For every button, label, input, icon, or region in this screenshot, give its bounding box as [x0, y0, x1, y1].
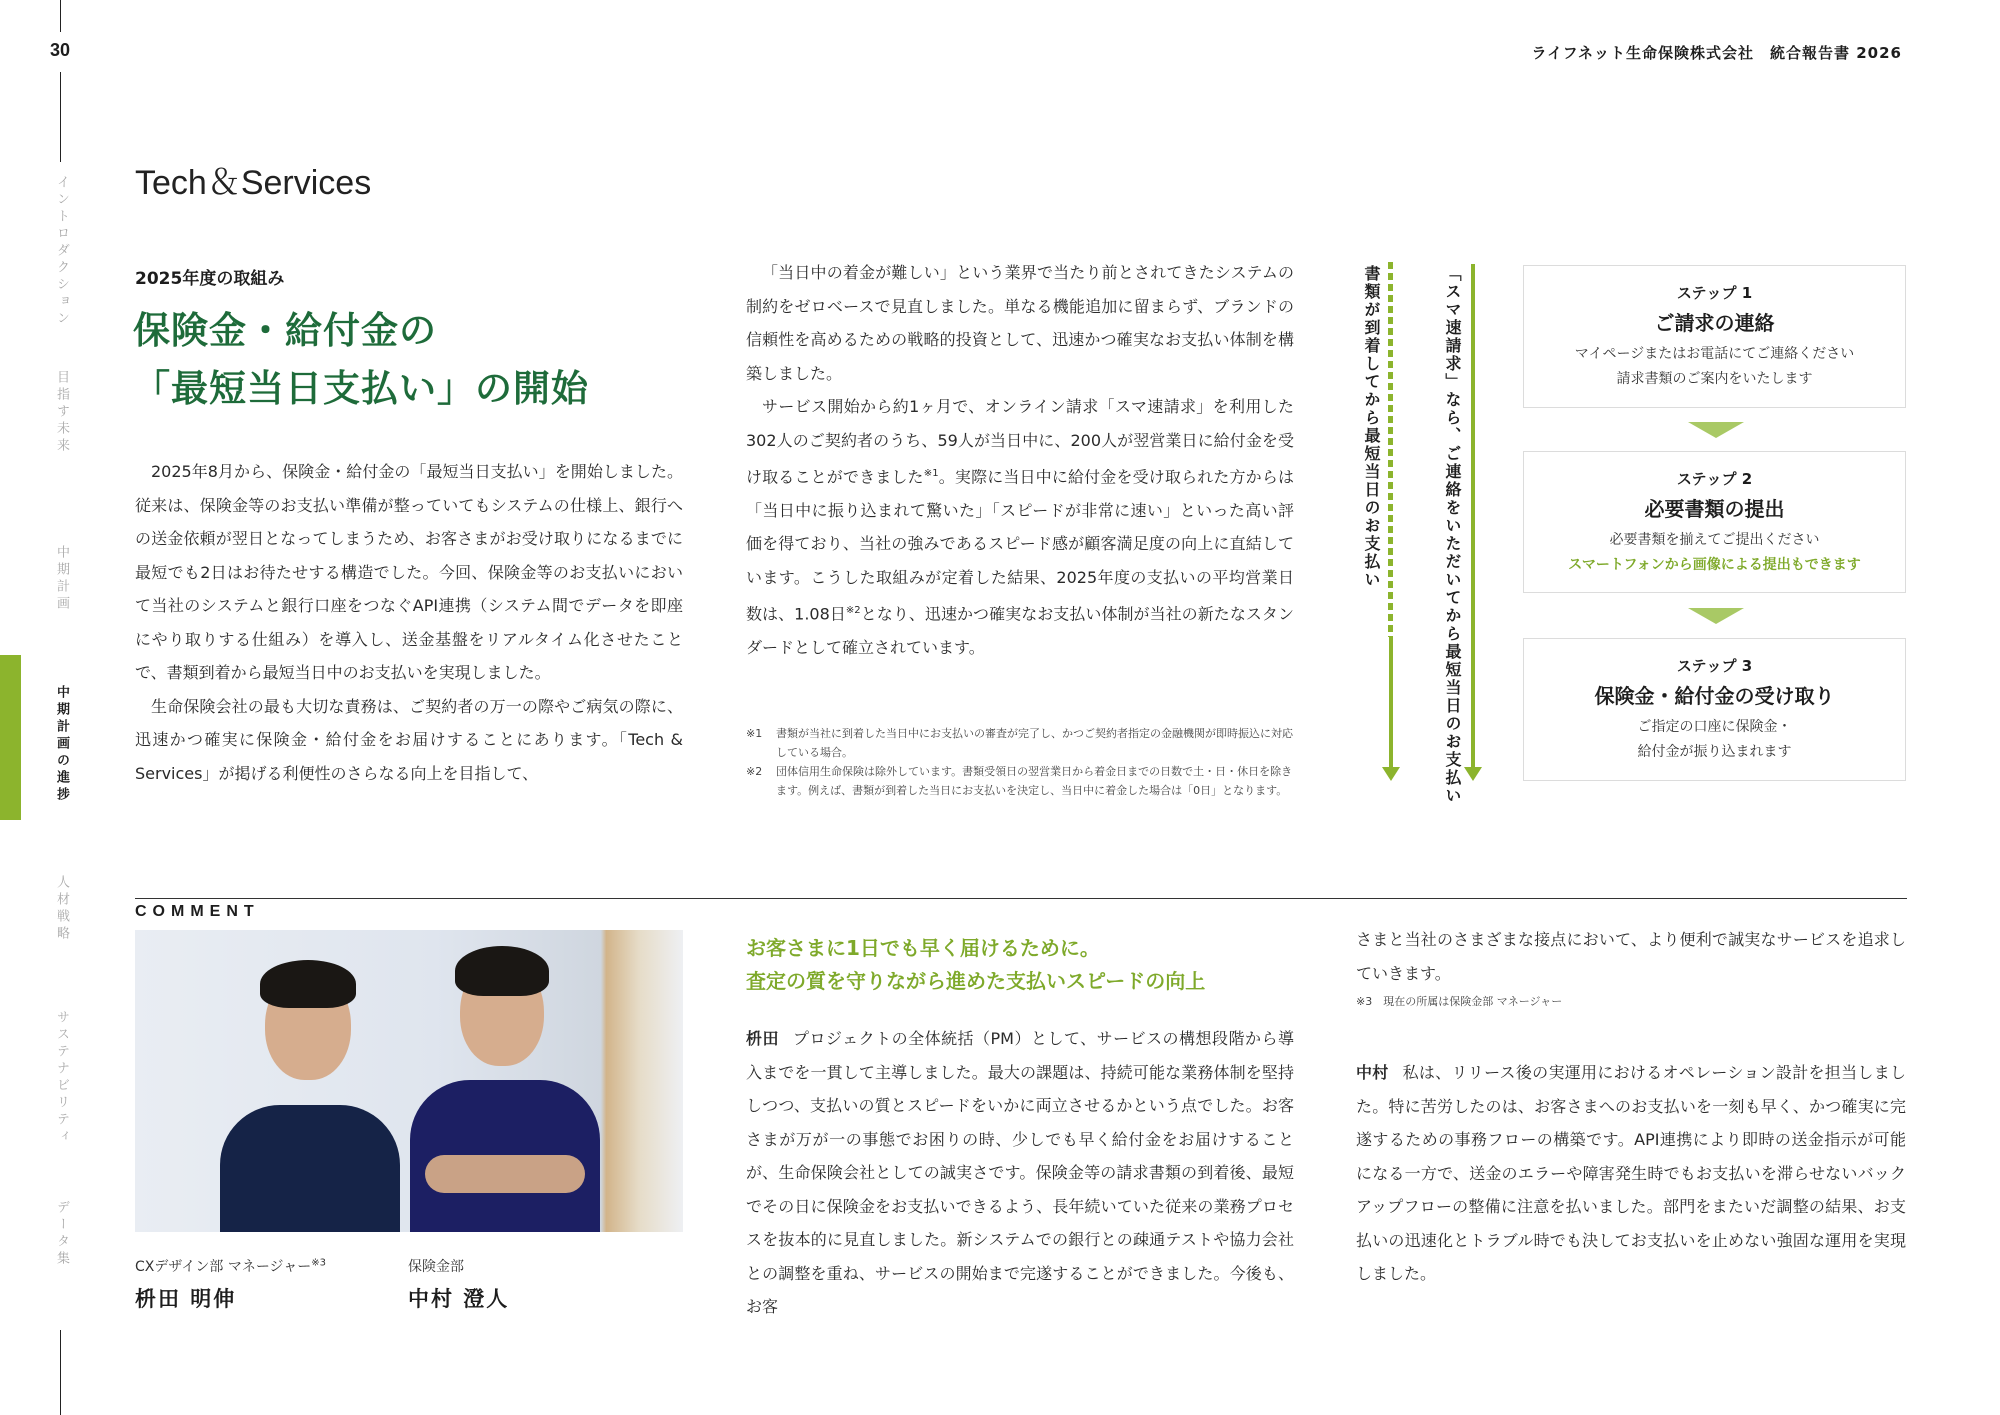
- headline-line1: 保険金・給付金の: [133, 309, 437, 352]
- col2-text-b: 。実際に当日中に給付金を受け取られた方からは「当日中に振り込まれて驚いた」「スピードが非常に速い」といった高い評価を得ており、当社の強みであるスピード感が顧客満足度の向上に直結しています。こうした取組みが定着した結果、2025年度の支払いの平均営業日数は、1.08日: [746, 467, 1294, 624]
- staff-photo: [135, 930, 683, 1232]
- step-2-desc-line2: スマートフォンから画像による提出もできます: [1568, 557, 1861, 573]
- step-3-desc-line1: ご指定の口座に保険金・: [1637, 719, 1792, 735]
- footnote-1-mark: ※1: [746, 727, 763, 740]
- nav-sustainability[interactable]: サステナビリティ: [54, 1010, 69, 1146]
- step-3-box: [1523, 638, 1906, 781]
- step-chevron-2: [1688, 608, 1744, 624]
- col2-paragraph-2: [746, 390, 1294, 665]
- flow-label-inner: 「スマ速請求」なら、ご連絡をいただいてから最短当日のお支払い: [1443, 265, 1462, 805]
- flow-line-dotted: [1388, 262, 1393, 637]
- person1-role-sup: ※3: [311, 1257, 327, 1269]
- person1-name: 枡田 明伸: [135, 1287, 237, 1311]
- speaker1-paragraph: [746, 1022, 1294, 1324]
- comment-headline-line1: お客さまに1日でも早く届けるために。: [746, 936, 1100, 960]
- section-title: Tech＆Services: [135, 164, 372, 202]
- step-2-desc-line1: 必要書類を揃えてご提出ください: [1609, 532, 1820, 548]
- rail-line-bottom: [60, 1330, 61, 1415]
- nav-midterm-progress[interactable]: 中期計画の進捗: [54, 685, 69, 804]
- nav-future[interactable]: 目指す未来: [54, 370, 69, 455]
- step-3-label: ステップ 3: [1676, 657, 1753, 675]
- person1-role-text: CXデザイン部 マネージャー: [135, 1259, 312, 1275]
- step-1-label: ステップ 1: [1676, 284, 1753, 302]
- speaker2-paragraph: [1356, 1056, 1906, 1291]
- speaker2-text: 私は、リリース後の実運用におけるオペレーション設計を担当しました。特に苦労したのは、お客さまへのお支払いを一刻も早く、かつ確実に完遂するための事務フローの構築です。API連携により即時の送金指示が可能になる一方で、送金のエラーや障害発生時でもお支払いを滞らせないバックアップフローの整備に注意を払いました。部門をまたいだ調整の結果、お支払いの迅速化とトラブル時でも決してお支払いを止めない強固な運用を実現しました。: [1356, 1063, 1906, 1283]
- page-number: 30: [50, 40, 71, 60]
- section-divider: [135, 898, 1907, 899]
- footnote-2: [746, 762, 1294, 800]
- article-column-1: [135, 455, 683, 790]
- person2-role: 保険金部: [408, 1259, 464, 1275]
- nav-data[interactable]: データ集: [54, 1200, 69, 1268]
- flow-arrow-inner: [1464, 767, 1482, 781]
- step-2-title: 必要書類の提出: [1644, 497, 1785, 521]
- article-column-2: [746, 256, 1294, 665]
- step-2-desc: [1524, 528, 1905, 578]
- speaker1-text: プロジェクトの全体統括（PM）として、サービスの構想段階から導入までを一貫して主導しました。最大の課題は、持続可能な業務体制を堅持しつつ、支払いの質とスピードをいかに両立させるかという点でした。お客さまが万が一の事態でお困りの時、少しでも早く給付金をお届けすることが、生命保険会社としての誠実さです。保険金等の請求書類の到着後、最短でその日に保険金をお支払いできるよう、長年続いていた従来の業務プロセスを抜本的に見直しました。新システムでの銀行との疎通テストや協力会社との調整を重ね、サービスの開始まで完遂することができました。今後も、お客: [746, 1029, 1294, 1316]
- footnotes: [746, 724, 1294, 800]
- step-1-desc-line1: マイページまたはお電話にてご連絡ください: [1574, 346, 1855, 362]
- col2-text-a: サービス開始から約1ヶ月で、オンライン請求「スマ速請求」を利用した302人のご契約者のうち、59人が当日中に、200人が翌営業日に給付金を受け取ることができました: [746, 397, 1294, 487]
- speaker1-name: 枡田: [746, 1029, 779, 1048]
- col2-text-c: となり、迅速かつ確実なお支払い体制が当社の新たなスタンダードとして確立されています。: [746, 604, 1294, 658]
- rail-line-top: [60, 0, 61, 32]
- comment-label: COMMENT: [135, 903, 260, 920]
- footnote-1-text: 書類が当社に到着した当日中にお支払いの審査が完了し、かつご契約者指定の金融機関が即時振込に対応している場合。: [776, 727, 1293, 759]
- person-left-hair: [260, 960, 356, 1008]
- comment-headline: [746, 932, 1205, 998]
- step-1-title: ご請求の連絡: [1654, 311, 1775, 335]
- person2-name: 中村 澄人: [408, 1287, 510, 1311]
- nav-introduction[interactable]: イントロダクション: [54, 175, 69, 328]
- flow-arrow-outer: [1382, 767, 1400, 781]
- step-1-desc: [1524, 342, 1905, 392]
- comment-column-2-top: [1356, 923, 1906, 990]
- step-2-box: [1523, 451, 1906, 593]
- rail-active-indicator: [0, 655, 21, 820]
- article-headline: [133, 302, 589, 418]
- headline-line2: 「最短当日支払い」の開始: [133, 367, 589, 410]
- comment-headline-line2: 査定の質を守りながら進めた支払いスピードの向上: [746, 969, 1206, 993]
- step-3-title: 保険金・給付金の受け取り: [1594, 684, 1835, 708]
- step-3-desc: [1524, 715, 1905, 765]
- step-chevron-1: [1688, 422, 1744, 438]
- comment-column-2: [1356, 1056, 1906, 1291]
- article-kicker: 2025年度の取組み: [135, 269, 285, 289]
- nav-midterm-plan[interactable]: 中期計画: [54, 545, 69, 613]
- nav-human-capital[interactable]: 人材戦略: [54, 875, 69, 943]
- footnote-ref-1: ※1: [923, 468, 939, 479]
- speaker2-name: 中村: [1356, 1063, 1389, 1082]
- col1-paragraph-1: 2025年8月から、保険金・給付金の「最短当日支払い」を開始しました。従来は、保険金等のお支払い準備が整っていてもシステムの仕様上、銀行への送金依頼が翌日となってしまうため、お客さまがお受け取りになるまでに最短でも2日はお待たせする構造でした。今回、保険金等のお支払いにおいて当社のシステムと銀行口座をつなぐAPI連携（システム間でデータを即座にやり取りする仕組み）を導入し、送金基盤をリアルタイム化させたことで、書類到着から最短当日中のお支払いを実現しました。: [135, 462, 683, 682]
- flow-label-outer: 書類が到着してから最短当日のお支払い: [1362, 265, 1381, 589]
- col2-paragraph-1: 「当日中の着金が難しい」という業界で当たり前とされてきたシステムの制約をゼロベースで見直しました。単なる機能追加に留まらず、ブランドの信頼性を高めるための戦略的投資として、迅速かつ確実なお支払い体制を構築しました。: [746, 263, 1294, 383]
- report-header: ライフネット生命保険株式会社 統合報告書 2026: [1531, 44, 1902, 62]
- person-left-body: [220, 1105, 400, 1232]
- step-2-label: ステップ 2: [1676, 470, 1753, 488]
- footnote-ref-2: ※2: [845, 605, 861, 617]
- person-right-arms: [425, 1155, 585, 1193]
- footnote-3: ※3 現在の所属は保険金部 マネージャー: [1356, 995, 1563, 1008]
- footnote-2-text: 団体信用生命保険は除外しています。書類受領日の翌営業日から着金日までの日数で土・日・休日を除きます。例えば、書類が到着した当日にお支払いを決定し、当日中に着金した場合は「0日」となります。: [776, 765, 1293, 797]
- flow-line-outer: [1389, 637, 1393, 767]
- rail-line-upper: [60, 72, 61, 162]
- step-3-desc-line2: 給付金が振り込まれます: [1637, 744, 1792, 760]
- comment-column-1: [746, 1022, 1294, 1324]
- person-right-hair: [455, 946, 549, 996]
- step-1-box: [1523, 265, 1906, 408]
- flow-line-inner: [1471, 264, 1475, 767]
- col1-paragraph-2: 生命保険会社の最も大切な責務は、ご契約者の万一の際やご病気の際に、迅速かつ確実に保険金・給付金をお届けすることにあります。「Tech & Services」が掲げる利便性のさらなる向上を目指して、: [135, 696, 683, 783]
- person1-role: [135, 1256, 326, 1276]
- speaker1-continuation: さまと当社のさまざまな接点において、より便利で誠実なサービスを追求していきます。: [1356, 930, 1906, 983]
- step-1-desc-line2: 請求書類のご案内をいたします: [1616, 371, 1813, 387]
- footnote-2-mark: ※2: [746, 765, 763, 778]
- footnote-1: [746, 724, 1294, 762]
